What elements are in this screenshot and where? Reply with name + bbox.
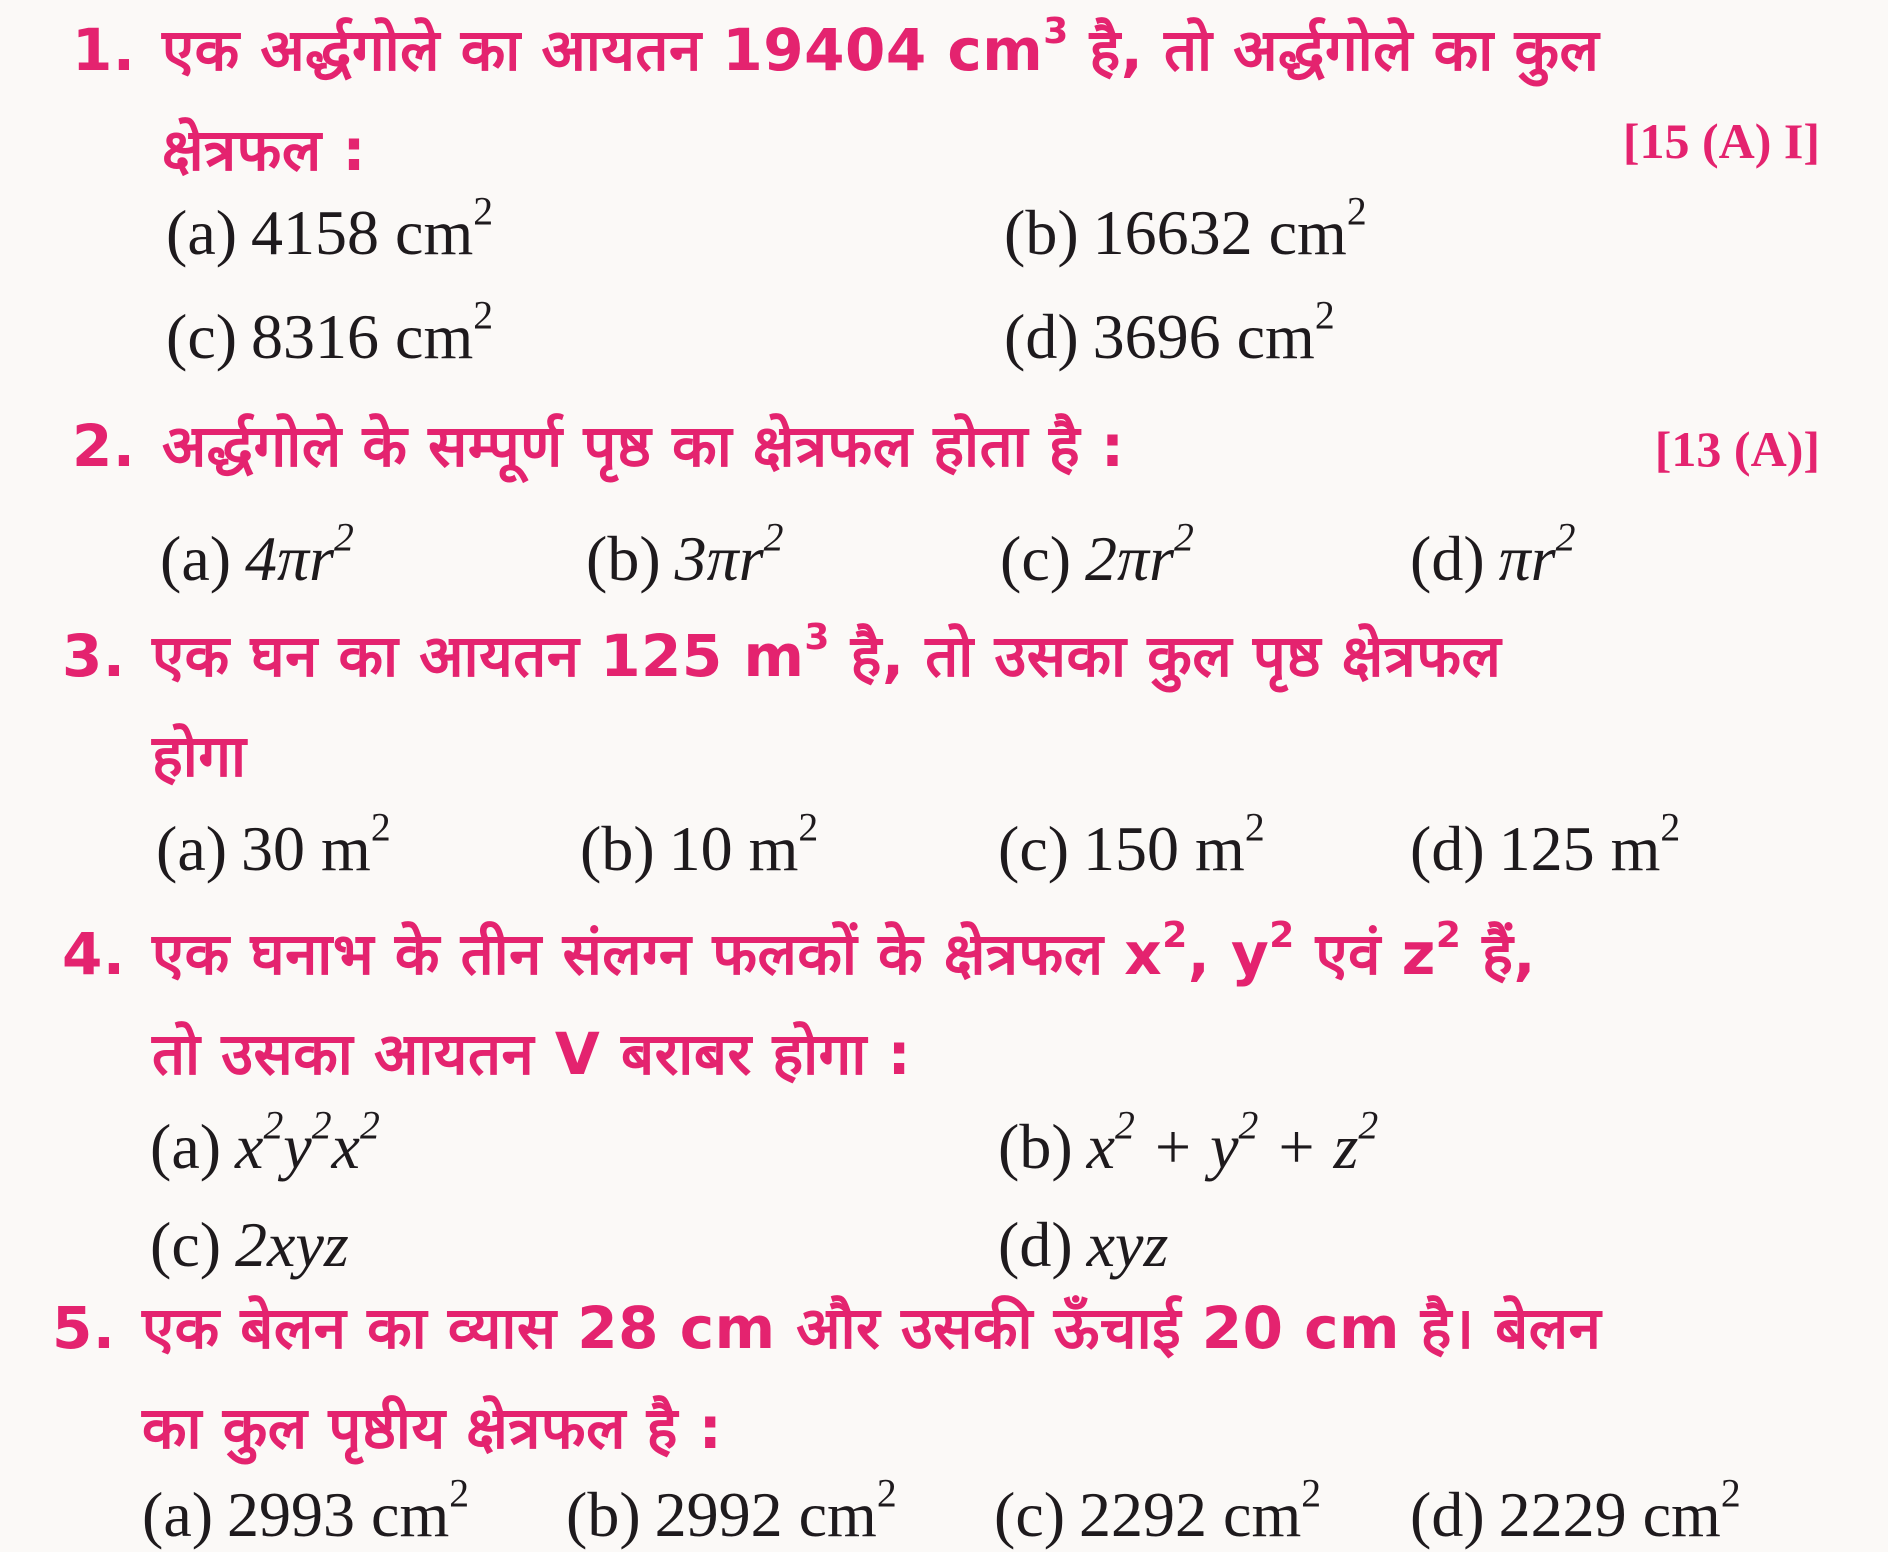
option-label: (b)	[566, 1479, 641, 1550]
option-text: $\pi r^2$	[1498, 515, 1576, 594]
option-label: (d)	[1410, 813, 1485, 884]
question-3-option-d[interactable]	[1410, 805, 1681, 886]
option-label: (d)	[998, 1209, 1073, 1280]
option-text: 8316 $cm^2$	[251, 293, 494, 372]
question-4-option-a[interactable]	[150, 1103, 380, 1184]
question-1-line2: क्षेत्रफल :	[162, 116, 367, 184]
question-3-line2: होगा	[152, 722, 247, 790]
question-4-option-d[interactable]	[998, 1208, 1168, 1282]
option-text: $x^2 + y^2 + z^2$	[1086, 1103, 1379, 1182]
question-1-line1: एक अरगल क आयतन 19404 $cm^3$ ह, त अरगल क कल	[162, 11, 1600, 84]
option-text: xyz	[1086, 1209, 1169, 1280]
option-text: $x^2y^2x^2$	[235, 1103, 380, 1182]
option-text: 125 $m^2$	[1498, 805, 1681, 884]
question-1	[72, 0, 1599, 200]
question-2	[72, 396, 1125, 496]
option-text: $4\pi r^2$	[245, 515, 354, 594]
option-text: 2292 $cm^2$	[1079, 1471, 1322, 1550]
option-label: (c)	[150, 1209, 222, 1280]
question-2-option-a[interactable]	[160, 515, 354, 596]
question-2-line1: अर्द्धगोले के सम्पूर्ण पृष्ठ का क्षेत्रफल होता है :	[162, 412, 1125, 480]
question-3-number: 3.	[62, 622, 126, 690]
question-2-option-d[interactable]	[1410, 515, 1576, 596]
option-text: 150 $m^2$	[1083, 805, 1265, 884]
question-4-line1: एक घनभ क तन सलगन फलक क कतफल $x^2$, $y^2$ एव $z^2$ ह,	[152, 915, 1536, 988]
question-5-line1: एक बेलन का व्यास 28 cm और उसकी ऊँचाई 20 cm है। बेलन	[142, 1294, 1602, 1362]
question-1-reference: [15 (A) I]	[1622, 113, 1820, 169]
question-2-option-b[interactable]	[586, 515, 784, 596]
option-label: (a)	[156, 813, 228, 884]
option-text: 30 $m^2$	[241, 805, 391, 884]
option-text: 10 $m^2$	[668, 805, 819, 884]
option-text: 2xyz	[235, 1209, 349, 1280]
question-4-line2: तो उसका आयतन V बराबर होगा :	[152, 1020, 912, 1088]
question-2-number: 2.	[72, 412, 136, 480]
question-4-number: 4.	[62, 920, 126, 988]
question-3-line1: एक घन क आयतन 125 $m^3$ ह, त उसक कल पष कतफल	[152, 617, 1502, 690]
question-1-number: 1.	[72, 16, 136, 84]
option-label: (c)	[1000, 523, 1072, 594]
question-5-option-c[interactable]	[994, 1471, 1322, 1552]
question-1-option-a[interactable]	[166, 189, 494, 270]
option-text: 4158 $cm^2$	[251, 189, 494, 268]
option-label: (b)	[1004, 197, 1079, 268]
question-5-number: 5.	[52, 1294, 116, 1362]
option-text: 2992 $cm^2$	[654, 1471, 897, 1550]
option-label: (c)	[166, 301, 238, 372]
question-3-option-b[interactable]	[580, 805, 819, 886]
question-1-option-b[interactable]	[1004, 189, 1367, 270]
question-3-option-c[interactable]	[998, 805, 1265, 886]
option-label: (c)	[994, 1479, 1066, 1550]
question-5-option-b[interactable]	[566, 1471, 897, 1552]
question-1-option-c[interactable]	[166, 293, 494, 374]
option-label: (d)	[1004, 301, 1079, 372]
question-4-option-b[interactable]	[998, 1103, 1379, 1184]
option-text: $3\pi r^2$	[674, 515, 784, 594]
option-label: (b)	[586, 523, 661, 594]
option-text: 2993 $cm^2$	[227, 1471, 470, 1550]
question-5-line2: का कुल पृष्ठीय क्षेत्रफल है :	[142, 1394, 723, 1462]
question-2-reference: [13 (A)]	[1654, 421, 1820, 477]
question-5-option-a[interactable]	[142, 1471, 470, 1552]
option-label: (d)	[1410, 523, 1485, 594]
question-1-option-d[interactable]	[1004, 293, 1335, 374]
option-label: (d)	[1410, 1479, 1485, 1550]
question-4	[62, 904, 1536, 1104]
option-text: 16632 $cm^2$	[1092, 189, 1367, 268]
option-label: (b)	[580, 813, 655, 884]
option-label: (a)	[150, 1111, 222, 1182]
question-4-option-c[interactable]	[150, 1208, 349, 1282]
question-5-option-d[interactable]	[1410, 1471, 1741, 1552]
option-label: (b)	[998, 1111, 1073, 1182]
question-3	[62, 606, 1501, 806]
question-2-option-c[interactable]	[1000, 515, 1194, 596]
option-label: (a)	[166, 197, 238, 268]
option-text: $2\pi r^2$	[1085, 515, 1194, 594]
question-5	[52, 1278, 1601, 1478]
option-text: 3696 $cm^2$	[1092, 293, 1335, 372]
option-label: (a)	[142, 1479, 214, 1550]
option-label: (c)	[998, 813, 1070, 884]
option-text: 2229 $cm^2$	[1498, 1471, 1741, 1550]
question-3-option-a[interactable]	[156, 805, 391, 886]
option-label: (a)	[160, 523, 232, 594]
